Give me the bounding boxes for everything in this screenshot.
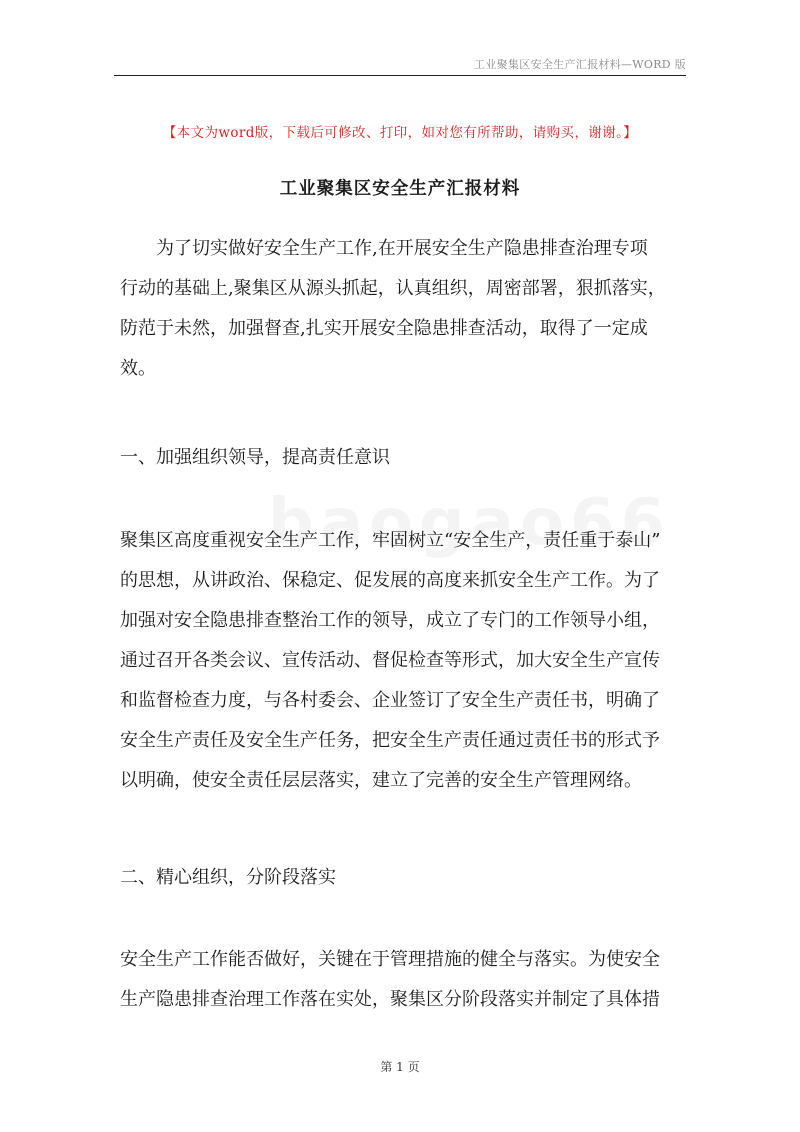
paragraph-line: 和监督检查力度，与各村委会、企业签订了安全生产责任书，明确了 (120, 690, 660, 711)
paragraph-line: 为了切实做好安全生产工作,在开展安全生产隐患排查治理专项 (156, 238, 648, 259)
paragraph-line: 生产隐患排查治理工作落在实处，聚集区分阶段落实并制定了具体措 (120, 989, 660, 1010)
page-number: 第 1 页 (380, 1060, 420, 1074)
paragraph-line: 的思想，从讲政治、保稳定、促发展的高度来抓安全生产工作。为了 (120, 570, 660, 591)
section-heading-1: 一、加强组织领导，提高责任意识 (120, 447, 390, 468)
paragraph-line: 安全生产责任及安全生产任务，把安全生产责任通过责任书的形式予 (120, 730, 660, 751)
paragraph-line: 通过召开各类会议、宣传活动、督促检查等形式，加大安全生产宣传 (120, 650, 660, 671)
paragraph-line: 加强对安全隐患排查整治工作的领导，成立了专门的工作领导小组， (120, 610, 660, 631)
header-divider (114, 75, 686, 76)
running-header: 工业聚集区安全生产汇报材料—WORD 版 (474, 58, 686, 71)
section-2-paragraph (120, 940, 686, 1020)
document-title: 工业聚集区安全生产汇报材料 (279, 179, 521, 199)
paragraph-line: 行动的基础上,聚集区从源头抓起，认真组织，周密部署，狠抓落实， (120, 278, 666, 299)
intro-paragraph (120, 229, 686, 389)
paragraph-line: 聚集区高度重视安全生产工作，牢固树立“安全生产，责任重于泰山” (120, 530, 661, 551)
purchase-notice: 【本文为word版，下载后可修改、打印，如对您有所帮助，请购买，谢谢。】 (162, 125, 638, 141)
paragraph-line: 以明确，使安全责任层层落实，建立了完善的安全生产管理网络。 (120, 770, 642, 791)
section-heading-2: 二、精心组织，分阶段落实 (120, 867, 336, 888)
paragraph-line: 安全生产工作能否做好，关键在于管理措施的健全与落实。为使安全 (120, 949, 660, 970)
section-1-paragraph (120, 521, 686, 801)
paragraph-line: 防范于未然，加强督查,扎实开展安全隐患排查活动，取得了一定成 (120, 318, 648, 339)
paragraph-line: 效。 (120, 358, 156, 379)
